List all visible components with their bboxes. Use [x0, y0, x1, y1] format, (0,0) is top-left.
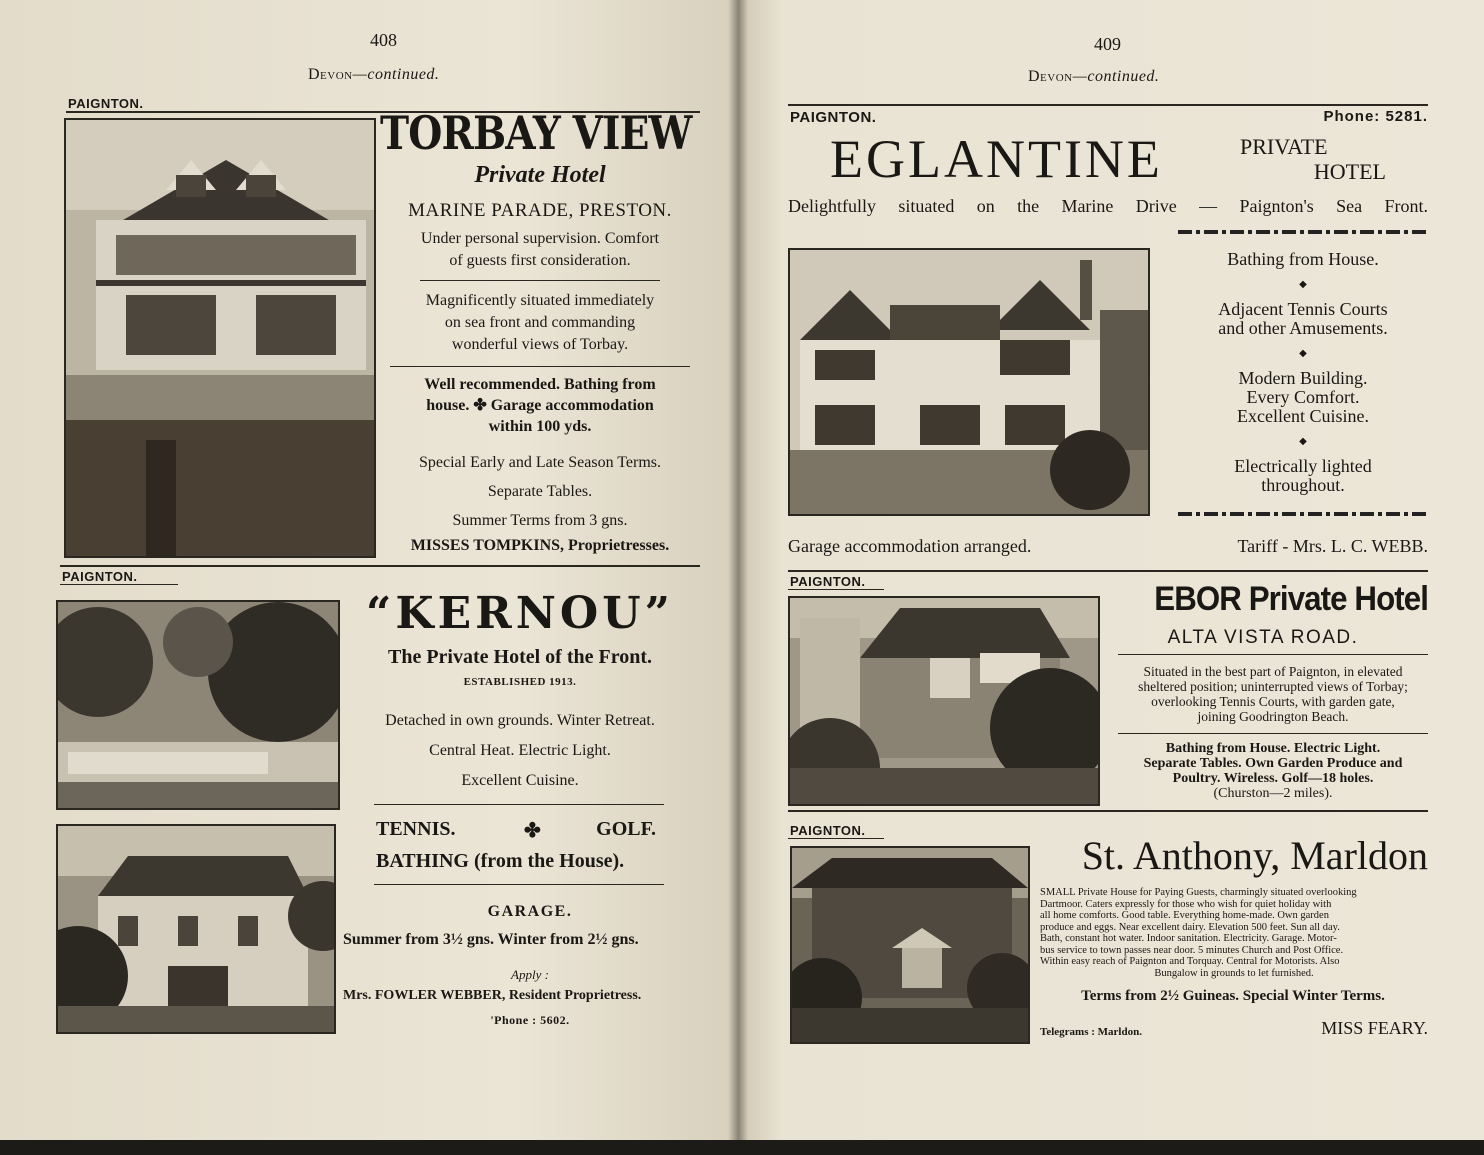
kernou-title: “KERNOU”: [366, 588, 674, 639]
diamond-icon: ◆: [1299, 348, 1307, 359]
text-line: Bathing from House.: [1227, 249, 1379, 269]
running-head-sub: —continued.: [352, 66, 440, 83]
divider: [788, 838, 884, 839]
eglantine-title: EGLANTINE: [830, 129, 1163, 189]
eglantine-photo: [788, 248, 1150, 516]
text-line: throughout.: [1261, 475, 1345, 495]
diamond-icon: ◆: [1299, 279, 1307, 290]
text-line: Special Early and Late Season Terms.: [418, 454, 662, 471]
left-page: [0, 0, 738, 1140]
golf-text: GOLF.: [596, 818, 656, 840]
kernou-sports-line2: BATHING (from the House).: [376, 850, 625, 872]
text-line: Separate Tables. Own Garden Produce and: [1143, 756, 1403, 771]
tennis-text: TENNIS.: [376, 818, 456, 840]
book-gutter: [728, 0, 748, 1140]
divider: [788, 570, 1428, 572]
text-line: (Churston—2 miles).: [1213, 786, 1333, 801]
ebor-title: EBOR Private Hotel: [1154, 580, 1428, 618]
text-line: HOTEL: [1313, 159, 1386, 184]
text-line: of guests first consideration.: [449, 252, 631, 269]
text-line: Well recommended. Bathing from: [424, 376, 656, 393]
divider: [788, 589, 884, 590]
page-number-409: 409: [1094, 34, 1121, 54]
kernou-phone: 'Phone : 5602.: [490, 1013, 570, 1027]
text-line: overlooking Tennis Courts, with garden gate,: [1151, 694, 1395, 709]
text-line: all home comforts. Good table. Everything home-made. Own garden: [1040, 910, 1329, 921]
kernou-garage: GARAGE.: [487, 903, 573, 920]
text-line: house. ✤ Garage accommodation: [426, 397, 654, 414]
divider: [60, 584, 178, 585]
kernou-proprietor: Mrs. FOWLER WEBBER, Resident Proprietress.: [343, 988, 642, 1003]
text-line: Situated in the best part of Paignton, in elevated: [1143, 664, 1403, 679]
kernou-photo-house: [56, 824, 336, 1034]
text-line: Poultry. Wireless. Golf—18 holes.: [1172, 771, 1374, 786]
text-line: Excellent Cuisine.: [1237, 406, 1369, 426]
text-line: Dartmoor. Caters expressly for those who wish for quiet holiday with: [1040, 898, 1332, 910]
st-anthony-title: St. Anthony, Marldon: [1081, 833, 1428, 878]
text-line: bus service to town passes near door. 5 minutes Church and Post Office.: [1040, 944, 1344, 956]
text-line: Modern Building.: [1238, 368, 1368, 388]
text-line: Electrically lighted: [1234, 456, 1372, 476]
divider: [390, 366, 690, 367]
running-head-sub: —continued.: [1072, 68, 1160, 85]
running-head-main: Devon: [308, 66, 353, 83]
text-line: PRIVATE: [1240, 134, 1328, 159]
torbay-recommend: [380, 374, 700, 437]
ornamental-rule: [1178, 230, 1426, 234]
text-line: joining Goodrington Beach.: [1197, 709, 1349, 724]
st-anthony-telegrams: Telegrams : Marldon.: [1040, 1026, 1142, 1038]
divider: [788, 104, 1428, 106]
torbay-address: MARINE PARADE, PRESTON.: [408, 200, 672, 221]
location-label: PAIGNTON.: [790, 823, 866, 838]
text-line: Bath, constant hot water. Indoor sanitation. Electricity. Garage. Motor-: [1040, 933, 1337, 944]
text-line: Separate Tables.: [487, 483, 593, 500]
page-number-408: 408: [370, 30, 397, 50]
eglantine-phone: Phone: 5281.: [1323, 108, 1428, 125]
torbay-proprietors: MISSES TOMPKINS, Proprietresses.: [410, 537, 670, 554]
st-anthony-photo: [790, 846, 1030, 1044]
text-line: Summer Terms from 3 gns.: [452, 512, 628, 529]
text-line: Within easy reach of Paignton and Torquay. Central for Motorists. Also: [1040, 956, 1340, 967]
text-line: on sea front and commanding: [444, 314, 636, 331]
divider: [60, 565, 700, 567]
divider: [420, 280, 660, 281]
text-line: within 100 yds.: [488, 418, 592, 435]
right-page: [738, 0, 1484, 1140]
text-line: Bathing from House. Electric Light.: [1165, 741, 1381, 756]
torbay-terms: [380, 448, 700, 535]
divider: [374, 884, 664, 885]
text-line: and other Amusements.: [1218, 318, 1388, 338]
kernou-rates: Summer from 3½ gns. Winter from 2½ gns.: [343, 931, 639, 948]
text-line: Magnificently situated immediately: [425, 292, 655, 309]
text-line: Adjacent Tennis Courts: [1218, 299, 1388, 319]
running-head-left: [308, 66, 439, 84]
text-line: sheltered position; uninterrupted views of Torbay;: [1138, 679, 1408, 694]
torbay-view-photo: [64, 118, 376, 558]
text-line: SMALL Private House for Paying Guests, charmingly situated overlooking: [1040, 887, 1357, 898]
ornamental-rule: [1178, 512, 1426, 516]
divider: [1118, 733, 1428, 734]
st-anthony-description: [1040, 887, 1428, 979]
torbay-situation: [380, 290, 700, 356]
divider: [1118, 654, 1428, 655]
ebor-description: [1108, 664, 1438, 724]
text-line: Detached in own grounds. Winter Retreat.: [385, 712, 655, 729]
torbay-title: TORBAY VIEW: [380, 106, 692, 160]
text-line: Under personal supervision. Comfort: [420, 230, 660, 247]
location-label: PAIGNTON.: [62, 569, 138, 584]
divider: [788, 810, 1428, 812]
ebor-road: ALTA VISTA ROAD.: [1167, 627, 1359, 648]
text-line: wonderful views of Torbay.: [451, 336, 629, 353]
eglantine-tagline: Delightfully situated on the Marine Drive — Paignton's Sea Front.: [788, 196, 1428, 216]
ornament-icon: ✤: [524, 820, 541, 842]
eglantine-features: [1178, 250, 1428, 495]
text-line: produce and eggs. Near excellent dairy. Elevation 500 feet. Sun all day.: [1040, 921, 1340, 933]
kernou-photo-grounds: [56, 600, 340, 810]
ebor-photo: [788, 596, 1100, 806]
torbay-subtitle: Private Hotel: [474, 162, 606, 188]
kernou-established: ESTABLISHED 1913.: [463, 676, 577, 688]
text-line: Every Comfort.: [1246, 387, 1360, 407]
eglantine-garage: Garage accommodation arranged.: [788, 536, 1032, 556]
kernou-apply: Apply :: [511, 967, 549, 982]
st-anthony-proprietor: MISS FEARY.: [1321, 1018, 1428, 1038]
location-label: PAIGNTON.: [68, 96, 144, 111]
location-label: PAIGNTON.: [790, 574, 866, 589]
eglantine-tariff: Tariff - Mrs. L. C. WEBB.: [1237, 536, 1428, 556]
st-anthony-terms: Terms from 2½ Guineas. Special Winter Terms.: [1081, 988, 1385, 1004]
eglantine-title-side: [1236, 134, 1386, 184]
location-label: PAIGNTON.: [790, 109, 877, 126]
running-head-main: Devon: [1028, 68, 1073, 85]
text-line: Bungalow in grounds to let furnished.: [1154, 967, 1314, 979]
diamond-icon: ◆: [1299, 436, 1307, 447]
torbay-supervision: [380, 228, 700, 272]
ebor-amenities: [1108, 741, 1438, 801]
divider: [374, 804, 664, 805]
text-line: Central Heat. Electric Light.: [429, 742, 611, 759]
kernou-sports-line1: [376, 818, 656, 841]
kernou-features: [340, 706, 700, 796]
kernou-subtitle: The Private Hotel of the Front.: [387, 646, 652, 668]
text-line: Excellent Cuisine.: [461, 772, 579, 789]
running-head-right: [1028, 68, 1159, 86]
